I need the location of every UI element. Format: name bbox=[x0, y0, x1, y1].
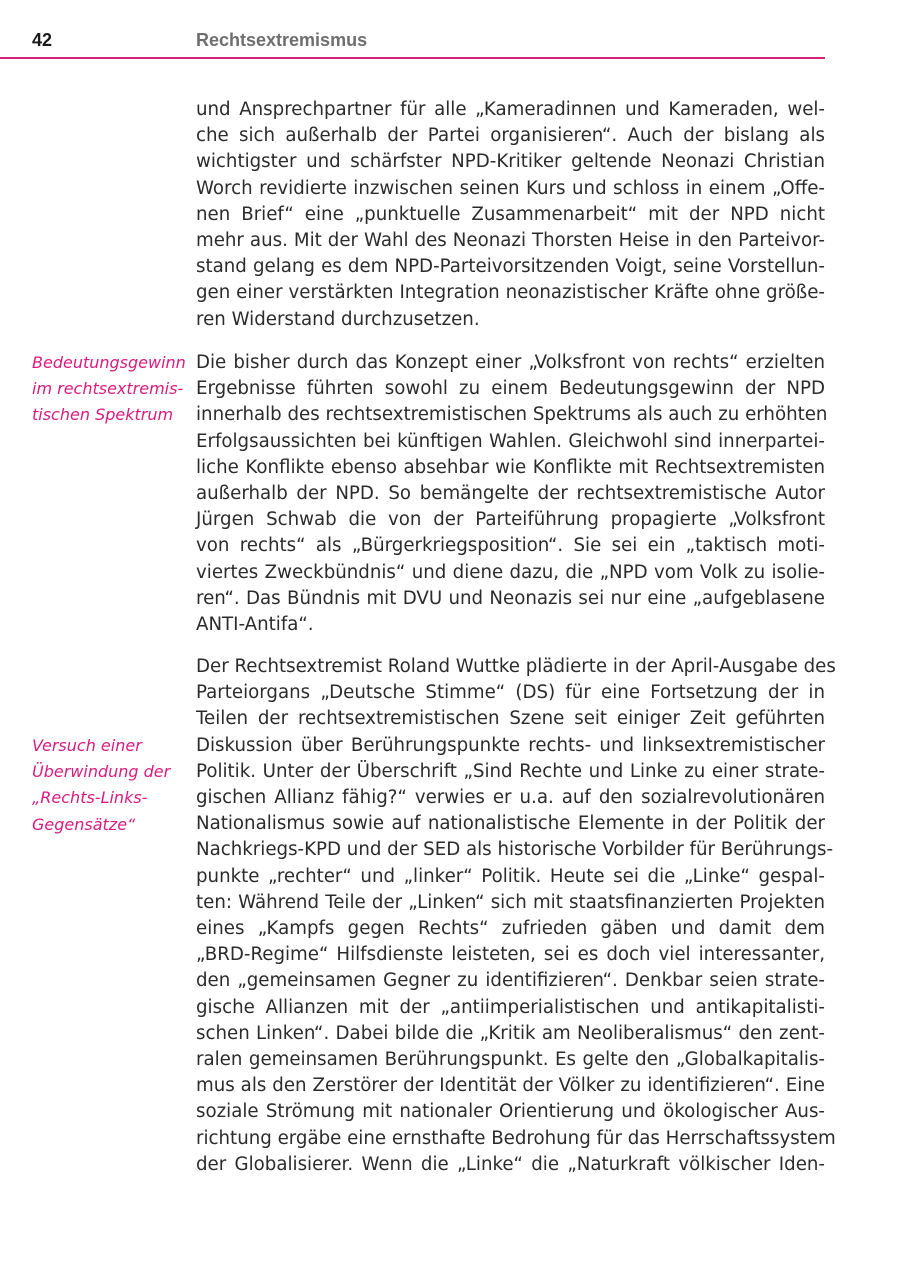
text-line: Der Rechtsextremist Roland Wuttke plädierte in der April-Ausgabe des bbox=[196, 656, 836, 677]
text-line: mehr aus. Mit der Wahl des Neonazi Thorsten Heise in den Parteivor- bbox=[196, 230, 825, 252]
text-line: von rechts“ als „Bürgerkriegsposition“. Sie sei ein „taktisch moti- bbox=[196, 535, 825, 557]
text-line: „BRD-Regime“ Hilfsdienste leisteten, sei es doch viel interessanter, bbox=[196, 944, 825, 966]
text-line: viertes Zweckbündnis“ und diene dazu, die „NPD vom Volk zu isolie- bbox=[196, 561, 825, 583]
text-line: ten: Während Teile der „Linken“ sich mit staatsfinanzierten Projekten bbox=[196, 891, 825, 913]
text-line: außerhalb der NPD. So bemängelte der rechtsextremistische Autor bbox=[196, 483, 825, 505]
text-line: Ergebnisse führten sowohl zu einem Bedeutungsgewinn der NPD bbox=[196, 378, 825, 400]
text-line: Nachkriegs-KPD und der SED als historische Vorbilder für Berührungs- bbox=[196, 839, 834, 861]
paragraph-3 bbox=[196, 654, 836, 1178]
text-line: wichtigster und schärfster NPD-Kritiker geltende Neonazi Christian bbox=[196, 151, 825, 173]
text-line: Jürgen Schwab die von der Parteiführung propagierte „Volksfront bbox=[196, 509, 825, 531]
text-line: richtung ergäbe eine ernsthafte Bedrohung für das Herrschaftssystem bbox=[196, 1127, 836, 1149]
margin-note-bedeutungsgewinn bbox=[32, 350, 192, 429]
text-line: nen Brief“ eine „punktuelle Zusammenarbeit“ mit der NPD nicht bbox=[196, 203, 825, 225]
text-line: ANTI-Antifa“. bbox=[196, 614, 314, 636]
margin-note-line: Versuch einer bbox=[32, 736, 142, 755]
text-line: ralen gemeinsamen Berührungspunkt. Es gelte den „Globalkapitalis- bbox=[196, 1049, 825, 1071]
margin-note-rechts-links bbox=[32, 733, 192, 838]
margin-note-line: Überwindung der bbox=[32, 762, 171, 782]
paragraph-2 bbox=[196, 350, 828, 638]
text-line: gische Allianzen mit der „antiimperialistischen und antikapitalisti- bbox=[196, 996, 825, 1018]
text-line: Politik. Unter der Überschrift „Sind Rechte und Linke zu einer strate- bbox=[196, 760, 825, 782]
text-line: und Ansprechpartner für alle „Kameradinnen und Kameraden, wel- bbox=[196, 99, 825, 120]
text-line: der Globalisierer. Wenn die „Linke“ die „Naturkraft völkischer Iden- bbox=[196, 1153, 825, 1175]
text-line: eines „Kampfs gegen Rechts“ zufrieden gäben und damit dem bbox=[196, 918, 825, 940]
text-line: ren Widerstand durchzusetzen. bbox=[196, 308, 480, 330]
text-line: liche Konflikte ebenso absehbar wie Konflikte mit Rechtsextremisten bbox=[196, 456, 825, 478]
text-line: ren“. Das Bündnis mit DVU und Neonazis sei nur eine „aufgeblasene bbox=[196, 587, 825, 609]
text-line: che sich außerhalb der Partei organisieren“. Auch der bislang als bbox=[196, 125, 825, 147]
text-line: stand gelang es dem NPD-Parteivorsitzenden Voigt, seine Vorstellun- bbox=[196, 256, 825, 278]
margin-note-line: im rechtsextremis- bbox=[32, 379, 184, 399]
text-line: soziale Strömung mit nationaler Orientierung und ökologischer Aus- bbox=[196, 1101, 825, 1123]
page-header bbox=[0, 0, 825, 59]
text-line: Parteiorgans „Deutsche Stimme“ (DS) für eine Fortsetzung der in bbox=[196, 682, 825, 704]
margin-note-line: tischen Spektrum bbox=[32, 405, 174, 425]
paragraph-1 bbox=[196, 97, 825, 333]
text-line: Worch revidierte inzwischen seinen Kurs und schloss in einem „Offe- bbox=[196, 177, 825, 199]
margin-note-line: „Rechts-Links- bbox=[32, 788, 148, 808]
paragraph-text bbox=[196, 654, 836, 1178]
text-line: schen Linken“. Dabei bilde die „Kritik am Neoliberalismus“ den zent- bbox=[196, 1022, 825, 1044]
text-line: Diskussion über Berührungspunkte rechts- und linksextremistischer bbox=[196, 734, 825, 756]
margin-note-line: Gegensätze“ bbox=[32, 814, 136, 834]
text-line: Nationalismus sowie auf nationalistische Elemente in der Politik der bbox=[196, 813, 825, 835]
text-line: punkte „rechter“ und „linker“ Politik. Heute sei die „Linke“ gespal- bbox=[196, 865, 825, 887]
text-line: Erfolgsaussichten bei künftigen Wahlen. Gleichwohl sind innerpartei- bbox=[196, 430, 825, 452]
text-line: gischen Allianz fähig?“ verwies er u.a. auf den sozialrevolutionären bbox=[196, 787, 825, 809]
margin-note-line: Bedeutungsgewinn bbox=[32, 353, 186, 372]
text-line: gen einer verstärkten Integration neonazistischer Kräfte ohne größe- bbox=[196, 282, 825, 304]
text-line: den „gemeinsamen Gegner zu identifizieren“. Denkbar seien strate- bbox=[196, 970, 825, 992]
running-title: Rechtsextremismus bbox=[196, 30, 368, 50]
paragraph-text bbox=[196, 97, 825, 333]
text-line: mus als den Zerstörer der Identität der Völker zu identifizieren“. Eine bbox=[196, 1075, 825, 1097]
page-number: 42 bbox=[32, 30, 53, 50]
paragraph-text bbox=[196, 350, 828, 638]
text-line: Teilen der rechtsextremistischen Szene seit einiger Zeit geführten bbox=[196, 708, 825, 730]
text-line: innerhalb des rechtsextremistischen Spektrums als auch zu erhöhten bbox=[196, 404, 828, 426]
text-line: Die bisher durch das Konzept einer „Volksfront von rechts“ erzielten bbox=[196, 352, 825, 373]
